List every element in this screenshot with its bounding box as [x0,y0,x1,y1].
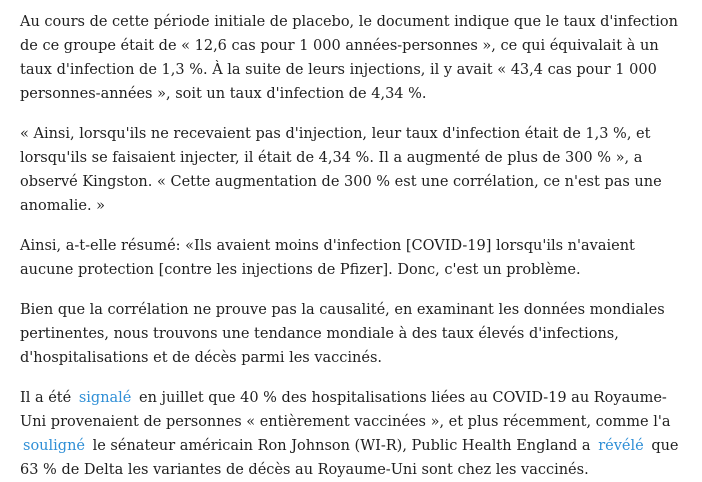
text-segment: le sénateur américain Ron Johnson (WI-R), Public Health England a [92,438,591,454]
paragraph-placebo-period: Au cours de cette période initiale de placebo, le document indique que le taux d'infection de ce groupe était de « 12,6 cas pour 1 000 années-personnes », ce qui équivalait à un taux d'infection de 1,3 %. À la suite de leurs injections, il y avait « 43,4 cas pour 1 000 personnes-années », soit un taux d'infection de 4,34 %. [20,14,678,102]
text-segment: en juillet que 40 % des hospitalisations liées au COVID-19 au Royaume-Uni provenaient de personnes « entièrement vaccinées », et plus récemment, comme l'a [20,390,671,430]
paragraph-correlation: Bien que la corrélation ne prouve pas la causalité, en examinant les données mondiales pertinentes, nous trouvons une tendance mondiale à des taux élevés d'infections, d'hospitalisations et de décès parmi les vaccinés. [20,302,665,366]
text-segment: Il a été [20,390,72,406]
paragraph-summary: Ainsi, a-t-elle résumé: «Ils avaient moins d'infection [COVID-19] lorsqu'ils n'avaient aucune protection [contre les injections de Pfizer]. Donc, c'est un problème. [20,238,635,278]
link-signale[interactable]: signalé [78,390,132,406]
text-segment: que 63 % de Delta les variantes de décès au Royaume-Uni sont chez les vaccinés. [20,438,679,478]
paragraph-kingston-quote: « Ainsi, lorsqu'ils ne recevaient pas d'injection, leur taux d'infection était de 1,3 %, et lorsqu'ils se faisaient injecter, il était de 4,34 %. Il a augmenté de plus de 300 % », a observé Kingston. « Cette augmentation de 300 % est une corrélation, ce n'est pas une anomalie. » [20,126,662,214]
link-revele[interactable]: révélé [598,438,644,454]
paragraph-uk-data [20,386,688,482]
link-souligne[interactable]: souligné [23,438,85,454]
